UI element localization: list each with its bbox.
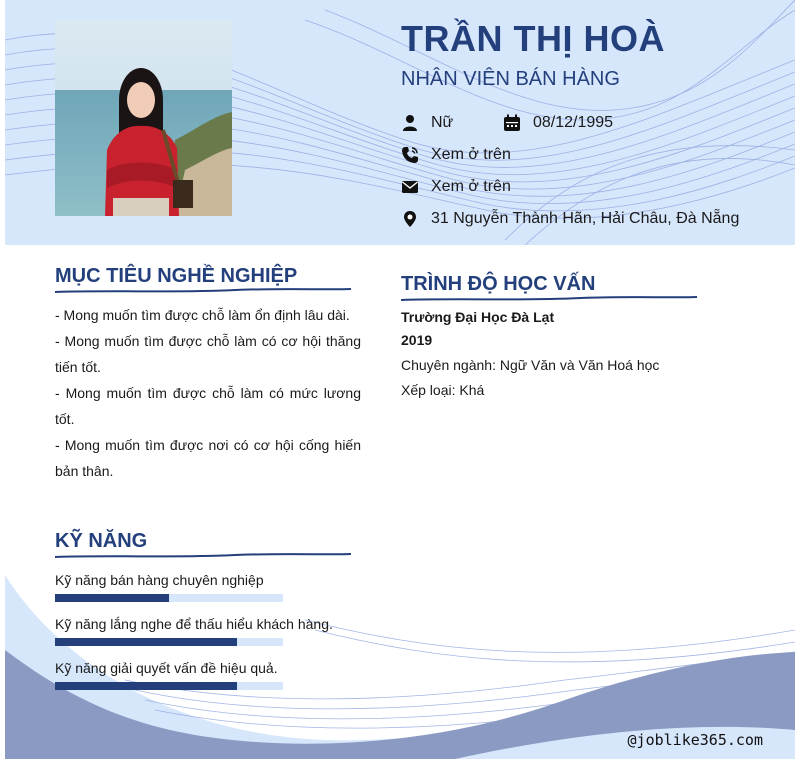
education-heading: TRÌNH ĐỘ HỌC VẤN [401,273,596,295]
education-underline [401,295,697,303]
full-name: TRẦN THỊ HOÀ [401,18,665,59]
skill-bar-fill [55,594,169,602]
map-pin-icon [401,210,419,228]
objective-item: - Mong muốn tìm được nơi có cơ hội cống hiến bản thân. [55,437,361,479]
objectives-heading: MỤC TIÊU NGHỀ NGHIỆP [55,265,298,287]
job-title: NHÂN VIÊN BÁN HÀNG [401,68,620,90]
skill-item [55,571,355,602]
phone-row [401,146,511,164]
skill-name: Kỹ năng lắng nghe để thấu hiểu khách hàng. [55,616,333,632]
address-row [401,210,739,228]
user-icon [401,114,419,132]
objective-item: - Mong muốn tìm được chỗ làm có mức lương tốt. [55,385,361,427]
skills-heading: KỸ NĂNG [55,530,148,552]
skill-item [55,615,355,646]
graduation-year: 2019 [401,332,433,348]
gender-row [401,114,453,132]
envelope-icon [401,178,419,196]
grade: Xếp loại: Khá [401,382,485,398]
major: Chuyên ngành: Ngữ Văn và Văn Hoá học [401,357,660,373]
birthdate-row [503,114,613,132]
objective-item: - Mong muốn tìm được chỗ làm có cơ hội thăng tiến tốt. [55,333,361,375]
skill-name: Kỹ năng bán hàng chuyên nghiệp [55,572,264,588]
objective-item: - Mong muốn tìm được chỗ làm ổn định lâu dài. [55,307,350,323]
gender-value: Nữ [431,114,454,131]
objectives-underline [55,287,351,295]
profile-photo [55,20,232,216]
skills-underline [55,552,351,560]
objectives-list [55,302,361,484]
email-value: Xem ở trên [431,178,511,195]
phone-icon [401,146,419,164]
skill-bar-fill [55,682,237,690]
phone-value: Xem ở trên [431,146,511,163]
skill-bar-track [55,638,283,646]
skill-bar-fill [55,638,237,646]
education-block [401,306,761,402]
school-name: Trường Đại Học Đà Lạt [401,309,555,325]
skill-name: Kỹ năng giải quyết vấn đề hiệu quả. [55,660,278,676]
email-row [401,178,511,196]
resume-page [5,0,795,759]
skill-bar-track [55,594,283,602]
skill-item [55,659,355,690]
birthdate-value: 08/12/1995 [533,114,614,131]
watermark: @joblike365.com [627,731,763,749]
calendar-icon [503,114,521,132]
skill-bar-track [55,682,283,690]
header-band [5,0,795,245]
address-value: 31 Nguyễn Thành Hãn, Hải Châu, Đà Nẵng [431,210,740,227]
